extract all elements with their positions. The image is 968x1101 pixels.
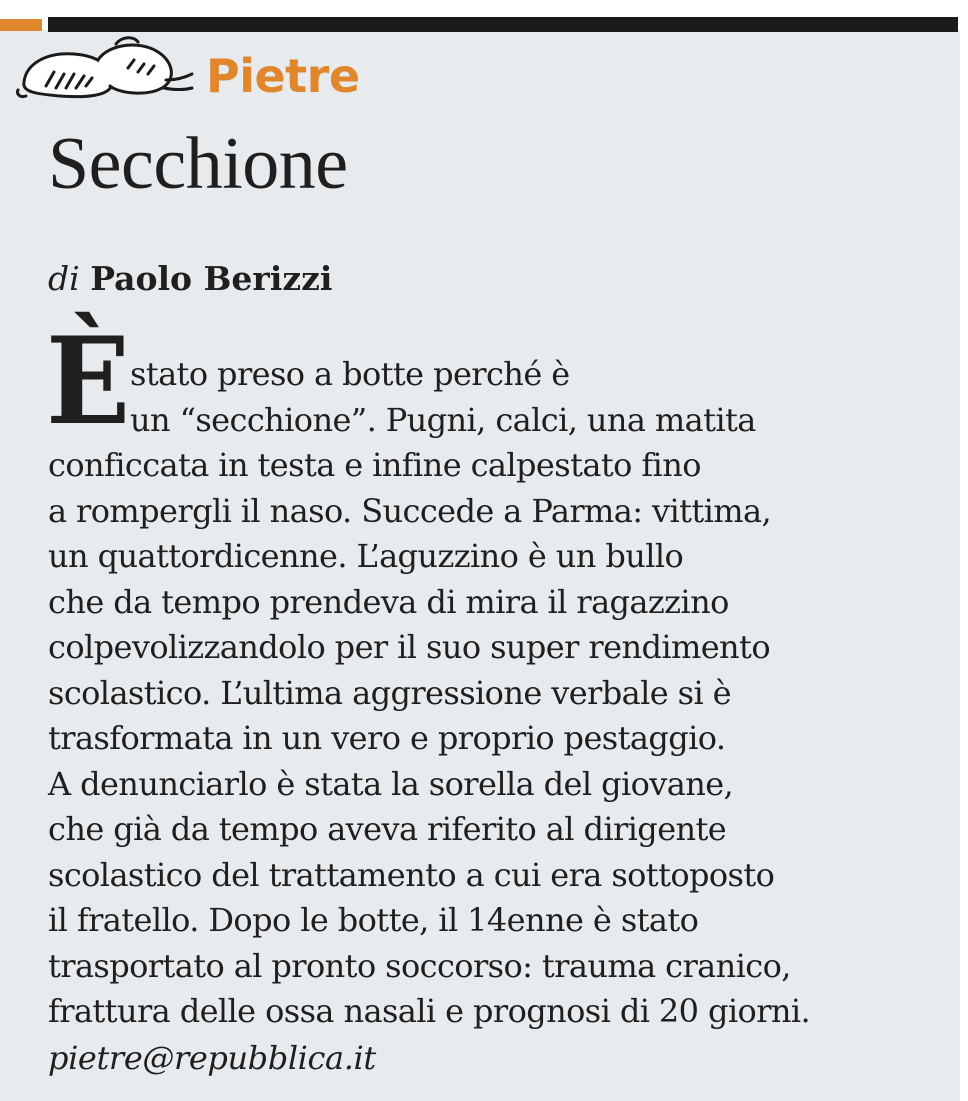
drop-cap: È [46,311,131,452]
body-line: conficcata in testa e infine calpestato fino [48,446,701,484]
body-line: frattura delle ossa nasali e prognosi di 20 giorni. [48,992,811,1030]
headline: Secchione [48,123,348,205]
contact-email[interactable]: pietre@repubblica.it [48,1039,376,1077]
article-body [48,352,953,1035]
byline-author: Paolo Berizzi [90,259,333,298]
body-line: colpevolizzandolo per il suo super rendimento [48,628,770,666]
byline-prefix: di [48,259,80,298]
body-line: un quattordicenne. L’aguzzino è un bullo [48,537,684,575]
body-line: scolastico del trattamento a cui era sottoposto [48,855,775,894]
byline [48,257,332,301]
body-line: che già da tempo aveva riferito al dirigente [48,810,727,848]
body-line: scolastico. L’ultima aggressione verbale si è [48,673,732,712]
body-line: un “secchione”. Pugni, calci, una matita [130,400,756,439]
body-line: trasformata in un vero e proprio pestaggio. [48,719,726,757]
stones-icon [16,30,194,102]
body-line: trasportato al pronto soccorso: trauma cranico, [48,946,791,985]
body-line: a rompergli il naso. Succede a Parma: vittima, [48,491,772,530]
body-line: A denunciarlo è stata la sorella del giovane, [48,764,734,803]
body-line: il fratello. Dopo le botte, il 14enne è stato [48,901,699,939]
body-line: che da tempo prendeva di mira il ragazzino [48,582,729,621]
section-label: Pietre [206,49,360,103]
body-line: stato preso a botte perché è [130,355,570,393]
